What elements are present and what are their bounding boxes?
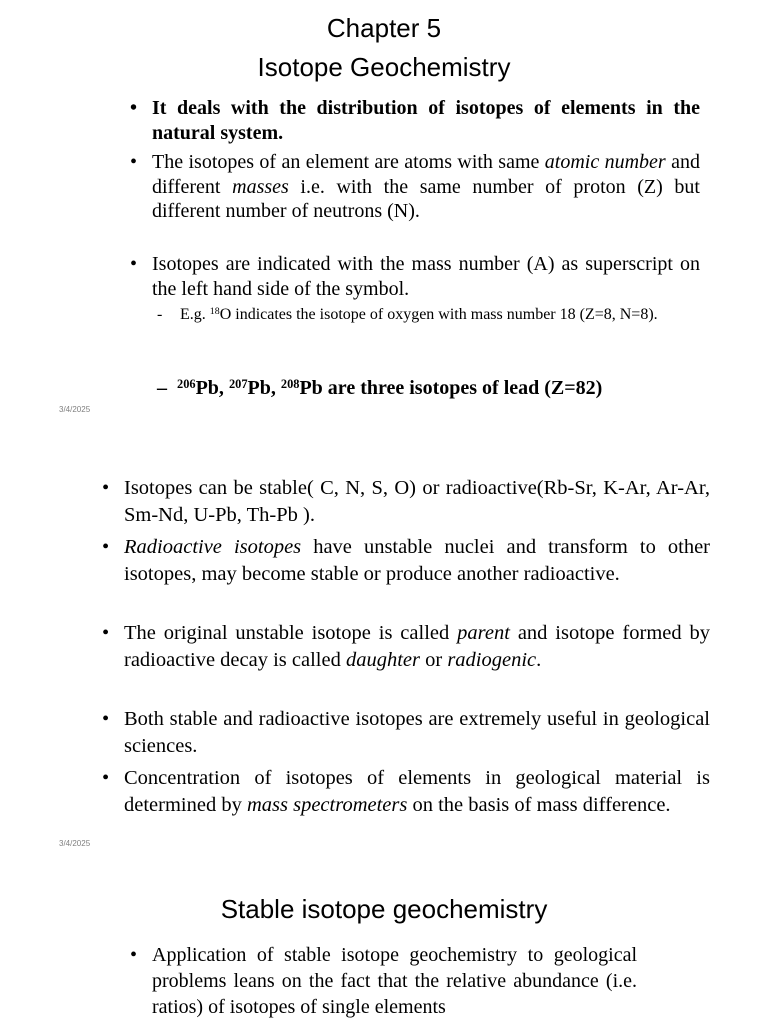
bullet-item xyxy=(130,96,700,145)
bullet-icon: • xyxy=(102,477,110,499)
bullet-text: have unstable nuclei and transform to other isotopes, may become stable or produce another radioactive. xyxy=(124,536,710,585)
bullet-item xyxy=(130,252,700,301)
slide-title: Stable isotope geochemistry xyxy=(220,894,548,924)
bullet-icon: • xyxy=(130,97,138,119)
sub-bullet-text: Pb are three isotopes of lead (Z=82) xyxy=(299,377,603,399)
bullet-icon: • xyxy=(130,253,138,275)
bullet-text: Application of stable isotope geochemistry to geological problems leans on the fact that the relative abundance (i.e. ratios) of isotopes of single elements xyxy=(152,944,637,1018)
bullet-text: Both stable and radioactive isotopes are extremely useful in geological sciences. xyxy=(124,708,710,757)
bullet-item xyxy=(102,765,710,818)
sub-bullet-item xyxy=(157,304,700,325)
bullet-icon: • xyxy=(102,708,110,730)
bullet-text: The original unstable isotope is called xyxy=(124,622,458,644)
bullet-icon: • xyxy=(102,622,110,644)
bullet-emphasis: mass spectrometers xyxy=(246,793,408,816)
bullet-text: and isotope formed by radioactive decay is called xyxy=(124,622,711,671)
slide-title: Isotope Geochemistry xyxy=(257,52,511,82)
bullet-text: or xyxy=(420,648,448,671)
slide-date: 3/4/2025 xyxy=(59,405,91,414)
bullet-text: It deals with the distribution of isotopes of elements in the natural system. xyxy=(152,97,700,144)
bullet-text: and different xyxy=(152,151,700,198)
mass-number: 206 xyxy=(177,376,196,391)
bullet-item xyxy=(130,150,700,224)
bullet-text: Isotopes can be stable( C, N, S, O) or radioactive(Rb-Sr, K-Ar, Ar-Ar, Sm-Nd, U-Pb, Th-Pb ). xyxy=(124,477,710,526)
mass-number: 208 xyxy=(280,376,300,391)
bullet-icon: • xyxy=(130,151,138,173)
bullet-text: Isotopes are indicated with the mass number (A) as superscript on the left hand side of the symbol. xyxy=(152,253,700,300)
bullet-text: Concentration of isotopes of elements in geological material is determined by xyxy=(124,767,710,816)
sub-bullet-item xyxy=(157,375,717,401)
slide-3 xyxy=(0,852,768,1024)
bullet-text: The isotopes of an element are atoms with same xyxy=(152,151,545,173)
bullet-emphasis: masses xyxy=(232,175,289,198)
sub-bullet-text: E.g. xyxy=(180,306,210,323)
chapter-heading: Chapter 5 xyxy=(326,13,442,43)
sub-bullet-text: O indicates the isotope of oxygen with mass number 18 (Z=8, N=8). xyxy=(219,306,658,323)
dash-icon: – xyxy=(157,377,167,399)
bullet-emphasis: radiogenic xyxy=(447,648,537,671)
bullet-item xyxy=(102,534,710,587)
bullet-item xyxy=(102,620,711,673)
bullet-icon: • xyxy=(130,944,138,966)
mass-number: 18 xyxy=(209,306,220,318)
bullet-emphasis: atomic number xyxy=(544,151,666,173)
mass-number: 207 xyxy=(228,376,248,391)
slide-1 xyxy=(0,0,768,420)
bullet-icon: • xyxy=(102,536,110,558)
sub-bullet-text: Pb, xyxy=(247,377,281,399)
bullet-text: i.e. with the same number of proton (Z) but different number of neutrons (N). xyxy=(152,175,700,222)
bullet-emphasis: parent xyxy=(457,622,510,644)
slide-2 xyxy=(0,420,768,852)
bullet-text: . xyxy=(536,648,542,671)
dash-icon: - xyxy=(157,306,163,323)
bullet-item xyxy=(130,942,637,1020)
bullet-icon: • xyxy=(102,767,110,789)
sub-bullet-text: Pb, xyxy=(195,377,229,399)
bullet-item xyxy=(102,475,710,528)
bullet-item xyxy=(102,706,710,759)
slide-date: 3/4/2025 xyxy=(59,839,91,848)
bullet-text: on the basis of mass difference. xyxy=(407,793,671,816)
bullet-emphasis: daughter xyxy=(345,648,420,671)
bullet-emphasis: Radioactive isotopes xyxy=(124,536,302,558)
